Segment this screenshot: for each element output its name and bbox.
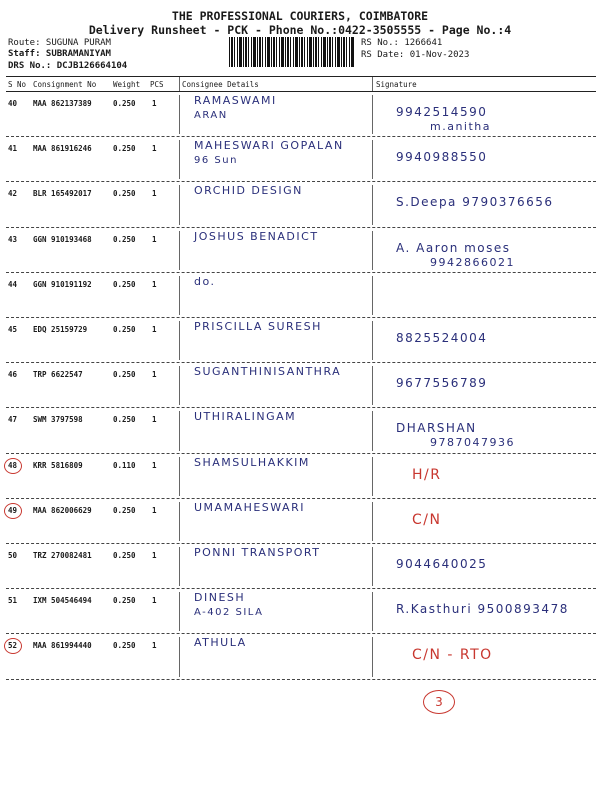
weight: 0.250 — [113, 279, 136, 289]
signature: A. Aaron moses — [396, 240, 511, 255]
col-weight: Weight — [113, 80, 141, 89]
weight: 0.250 — [113, 505, 136, 515]
consignment-number: GGN 910191192 — [33, 279, 92, 289]
serial-number: 41 — [8, 144, 18, 154]
col-divider — [372, 547, 373, 586]
col-divider — [179, 95, 180, 134]
drs-number: DRS No.: DCJB126664104 — [8, 61, 128, 71]
col-pcs: PCS — [150, 80, 164, 89]
row-separator — [6, 407, 596, 408]
consignment-number: IXM 504546494 — [33, 596, 92, 606]
page-mark: 3 — [423, 690, 455, 714]
consignment-number: EDQ 25159729 — [33, 325, 88, 334]
route-label: Route: SUGUNA PURAM — [8, 38, 111, 48]
consignment-number: MAA 861994440 — [33, 641, 92, 651]
signature-extra: 9942866021 — [430, 255, 515, 269]
row-separator — [6, 272, 596, 273]
signature: 9677556789 — [396, 376, 488, 391]
col-divider — [179, 231, 180, 270]
consignee-name: UTHIRALINGAM — [194, 410, 297, 424]
col-divider — [179, 547, 180, 586]
col-divider — [179, 185, 180, 224]
pieces: 1 — [152, 325, 157, 334]
signature: 8825524004 — [396, 331, 488, 345]
consignee-name: do. — [194, 274, 216, 288]
consignment-number: GGN 910193468 — [33, 234, 92, 244]
serial-number: 45 — [8, 325, 18, 334]
serial-number: 48 — [8, 460, 18, 470]
pieces: 1 — [152, 460, 157, 470]
pieces: 1 — [152, 551, 157, 560]
col-divider — [372, 185, 373, 224]
signature-extra: m.anitha — [430, 120, 492, 133]
consignee-name: UMAMAHESWARI — [194, 500, 305, 514]
weight: 0.250 — [113, 596, 136, 606]
consignment-number: TRZ 270082481 — [33, 551, 92, 560]
row-separator — [6, 453, 596, 454]
row-separator — [6, 227, 596, 228]
col-divider — [372, 231, 373, 270]
row-separator — [6, 633, 596, 634]
col-divider — [179, 592, 180, 631]
col-divider — [372, 140, 373, 179]
signature: 9942514590 — [396, 105, 488, 119]
rs-date: RS Date: 01-Nov-2023 — [361, 50, 470, 60]
runsheet-subtitle: Delivery Runsheet - PCK - Phone No.:0422-3505555 - Page No.:4 — [88, 23, 512, 37]
pieces: 1 — [152, 279, 157, 289]
col-divider — [179, 637, 180, 676]
consignee-name: JOSHUS BENADICT — [194, 229, 319, 243]
col-divider — [179, 366, 180, 405]
weight: 0.250 — [113, 144, 136, 154]
weight: 0.110 — [113, 460, 136, 470]
consignee-name: PRISCILLA SURESH — [194, 320, 322, 333]
signature: C/N — [412, 511, 442, 528]
col-sno: S No — [8, 80, 27, 89]
red-circle-mark — [4, 503, 22, 519]
col-divider — [372, 502, 373, 541]
serial-number: 43 — [8, 234, 18, 244]
company-title: THE PROFESSIONAL COURIERS, COIMBATORE — [171, 9, 429, 23]
weight: 0.250 — [113, 415, 136, 425]
consignment-number: MAA 861916246 — [33, 144, 92, 154]
weight: 0.250 — [113, 189, 136, 199]
consignee-name: ATHULA — [194, 636, 247, 650]
pieces: 1 — [152, 370, 157, 380]
barcode — [229, 37, 355, 67]
col-divider — [372, 637, 373, 676]
serial-number: 50 — [8, 551, 18, 560]
pieces: 1 — [152, 596, 157, 606]
signature-extra: 9787047936 — [430, 436, 515, 450]
serial-number: 51 — [8, 596, 18, 606]
col-divider — [372, 77, 373, 91]
col-divider — [179, 77, 180, 91]
signature: 9044640025 — [396, 557, 488, 571]
weight: 0.250 — [113, 325, 136, 334]
consignment-number: SWM 3797598 — [33, 415, 83, 425]
col-consignee: Consignee Details — [182, 80, 259, 89]
row-separator — [6, 498, 596, 499]
consignee-name: PONNI TRANSPORT — [194, 546, 321, 559]
row-separator — [6, 136, 596, 137]
red-circle-mark — [4, 458, 22, 474]
serial-number: 44 — [8, 279, 18, 289]
weight: 0.250 — [113, 551, 136, 560]
consignee-extra: A-402 SILA — [194, 607, 264, 619]
signature: DHARSHAN — [396, 421, 477, 436]
pieces: 1 — [152, 189, 157, 199]
serial-number: 42 — [8, 189, 18, 199]
consignee-name: MAHESWARI GOPALAN — [194, 139, 344, 153]
consignee-name: RAMASWAMI — [194, 94, 277, 107]
consignee-name: DINESH — [194, 591, 246, 605]
consignee-name: SHAMSULHAKKIM — [194, 455, 310, 469]
serial-number: 49 — [8, 505, 18, 515]
signature: 9940988550 — [396, 150, 488, 165]
col-divider — [372, 411, 373, 450]
signature: C/N - RTO — [412, 647, 493, 664]
col-divider — [372, 95, 373, 134]
row-separator — [6, 181, 596, 182]
col-consignment: Consignment No — [33, 80, 97, 89]
pieces: 1 — [152, 505, 157, 515]
rs-number: RS No.: 1266641 — [361, 38, 443, 48]
consignee-extra: 96 Sun — [194, 155, 238, 167]
staff-label: Staff: SUBRAMANIYAM — [8, 49, 111, 59]
col-divider — [372, 366, 373, 405]
col-divider — [179, 411, 180, 450]
serial-number: 40 — [8, 99, 18, 108]
col-signature: Signature — [376, 80, 417, 89]
consignment-number: BLR 165492017 — [33, 189, 92, 199]
col-divider — [372, 276, 373, 315]
col-divider — [372, 321, 373, 360]
weight: 0.250 — [113, 99, 136, 108]
consignee-name: SUGANTHINISANTHRA — [194, 365, 342, 379]
pieces: 1 — [152, 641, 157, 651]
pieces: 1 — [152, 415, 157, 425]
pieces: 1 — [152, 99, 157, 108]
serial-number: 52 — [8, 641, 18, 651]
row-separator — [6, 543, 596, 544]
col-divider — [372, 592, 373, 631]
consignee-extra: ARAN — [194, 110, 228, 121]
col-divider — [179, 502, 180, 541]
col-divider — [179, 276, 180, 315]
consignment-number: MAA 862006629 — [33, 505, 92, 515]
consignment-number: KRR 5816809 — [33, 460, 83, 470]
serial-number: 47 — [8, 415, 18, 425]
col-divider — [372, 457, 373, 496]
signature: H/R — [412, 466, 442, 483]
pieces: 1 — [152, 234, 157, 244]
col-divider — [179, 140, 180, 179]
weight: 0.250 — [113, 370, 136, 380]
row-separator — [6, 362, 596, 363]
consignment-number: TRP 6622547 — [33, 370, 83, 380]
signature: S.Deepa 9790376656 — [396, 195, 554, 210]
col-divider — [179, 321, 180, 360]
serial-number: 46 — [8, 370, 18, 380]
consignment-number: MAA 862137389 — [33, 99, 92, 108]
header-rule-bottom — [6, 91, 596, 92]
pieces: 1 — [152, 144, 157, 154]
row-separator — [6, 588, 596, 589]
row-separator — [6, 679, 596, 680]
weight: 0.250 — [113, 641, 136, 651]
consignee-name: ORCHID DESIGN — [194, 184, 303, 198]
signature: R.Kasthuri 9500893478 — [396, 602, 569, 617]
weight: 0.250 — [113, 234, 136, 244]
red-circle-mark — [4, 638, 22, 654]
col-divider — [179, 457, 180, 496]
header-rule-top — [6, 76, 596, 77]
row-separator — [6, 317, 596, 318]
